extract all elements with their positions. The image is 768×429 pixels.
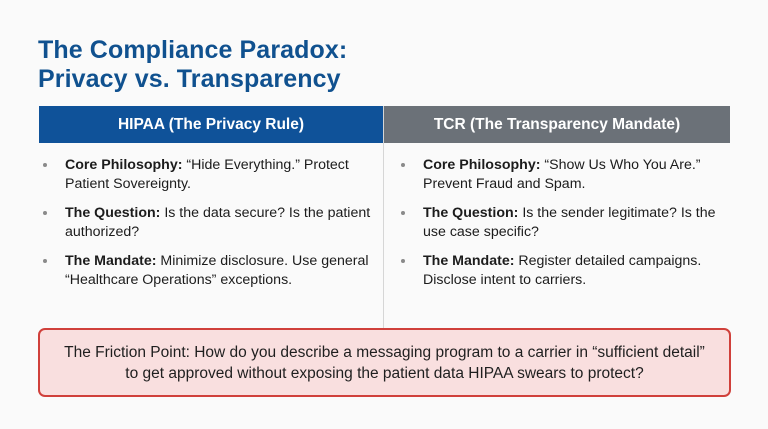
bullet-icon: [401, 211, 405, 215]
hipaa-bullet-list: [39, 143, 383, 289]
bullet-key: The Question:: [423, 205, 519, 221]
bullet-text: “Hide Everything.” Protect Patient Sovereignty.: [65, 157, 349, 192]
bullet-icon: [401, 163, 405, 167]
bullet-icon: [401, 259, 405, 263]
tcr-core-philosophy: [401, 156, 730, 193]
friction-point-text: The Friction Point: How do you describe a messaging program to a carrier in “sufficient detail” to get approved without exposing the patient data HIPAA swears to protect?: [64, 343, 705, 382]
tcr-column: [384, 106, 730, 328]
tcr-mandate: [401, 252, 730, 289]
bullet-key: The Mandate:: [423, 253, 515, 269]
slide-title-line-1: The Compliance Paradox:: [38, 36, 348, 64]
bullet-key: The Question:: [65, 205, 161, 221]
bullet-icon: [43, 259, 47, 263]
hipaa-column: [39, 106, 384, 328]
hipaa-mandate: [43, 252, 383, 289]
tcr-bullet-list: [384, 143, 730, 289]
tcr-column-header: TCR (The Transparency Mandate): [384, 106, 730, 143]
bullet-text: Minimize disclosure. Use general “Healthcare Operations” exceptions.: [65, 253, 369, 288]
tcr-question: [401, 204, 730, 241]
bullet-icon: [43, 211, 47, 215]
bullet-key: Core Philosophy:: [65, 157, 183, 173]
bullet-text: “Show Us Who You Are.” Prevent Fraud and Spam.: [423, 157, 701, 192]
bullet-icon: [43, 163, 47, 167]
bullet-text: Is the data secure? Is the patient authorized?: [65, 205, 371, 240]
slide-title-line-2: Privacy vs. Transparency: [38, 65, 341, 93]
bullet-key: The Mandate:: [65, 253, 157, 269]
bullet-text: Register detailed campaigns. Disclose intent to carriers.: [423, 253, 702, 288]
hipaa-core-philosophy: [43, 156, 383, 193]
bullet-text: Is the sender legitimate? Is the use case specific?: [423, 205, 716, 240]
bullet-key: Core Philosophy:: [423, 157, 541, 173]
friction-point-callout: [38, 328, 731, 397]
slide-title: [38, 36, 347, 94]
hipaa-question: [43, 204, 383, 241]
comparison-table: [39, 106, 730, 328]
hipaa-column-header: HIPAA (The Privacy Rule): [39, 106, 383, 143]
